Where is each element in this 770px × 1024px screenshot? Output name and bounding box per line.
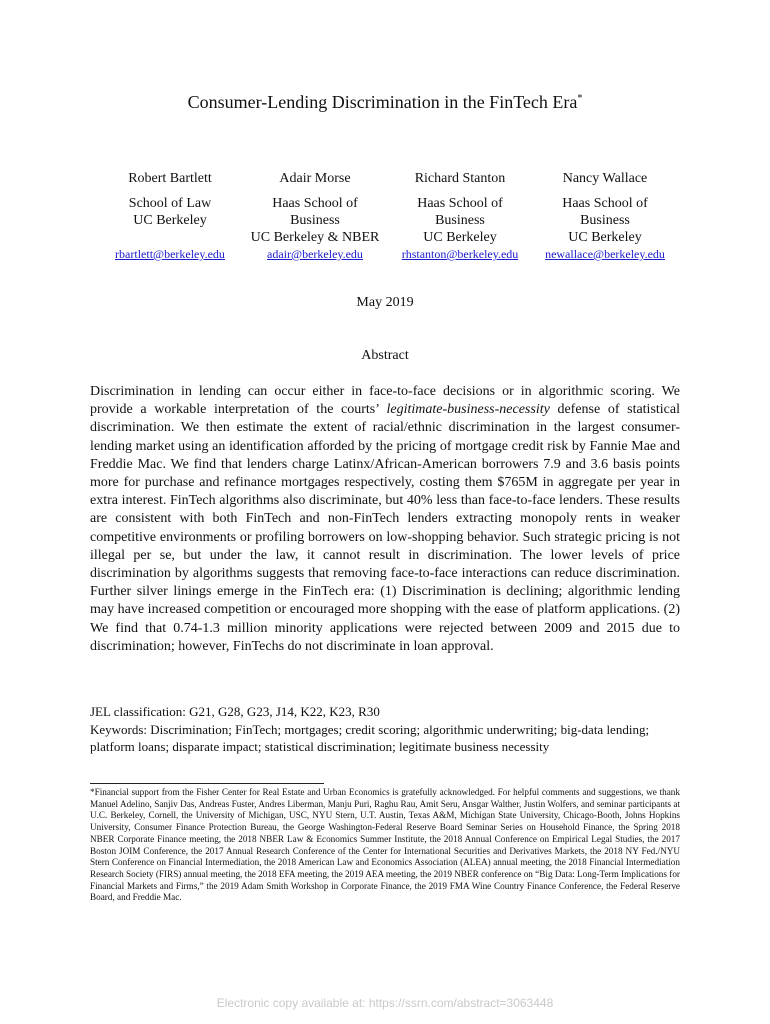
abstract-body [90, 383, 680, 656]
author-affiliation: School of Law UC Berkeley [128, 196, 212, 228]
author-affiliation: Haas School of Business UC Berkeley [417, 196, 503, 245]
author-wallace [525, 170, 685, 261]
author-bartlett [90, 170, 250, 261]
author-name: Adair Morse [279, 171, 351, 186]
abstract-heading: Abstract [361, 348, 409, 363]
author-affiliation: Haas School of Business UC Berkeley [562, 196, 648, 245]
jel-classification: JEL classification: G21, G28, G23, J14, K22, K23, R30 [90, 704, 380, 719]
author-email-link[interactable]: rhstanton@berkeley.edu [401, 247, 519, 261]
abstract-text-2: defense of statistical discrimination. We then estimate the extent of racial/ethnic discrimination in the largest consumer-lending market using an identification afforded by the pricing of mortgage credit risk by Fannie Mae and Freddie Mac. We find that lenders charge Latinx/African-American borrowers 7.9 and 3.6 basis points more for purchase and refinance mortgages respectively, costing them $765M in aggregate per year in extra interest. FinTech algorithms also discriminate, but 40% less than face-to-face lenders. These results are consistent with both FinTech and non-FinTech lenders extracting monopoly rents in weaker competitive environments or profiling borrowers on low-shopping behavior. Such strategic pricing is not illegal per se, but under the law, it cannot result in discrimination. The lower levels of price discrimination by algorithms suggests that removing face-to-face interactions can reduce discrimination. Further silver linings emerge in the FinTech era: (1) Discrimination is declining; algorithmic lending may have increased competition or encouraged more shopping with the ease of platform applications. (2) We find that 0.74-1.3 million minority applications were rejected between 2009 and 2015 due to discrimination; however, FinTechs do not discriminate in loan approval. [90, 402, 680, 654]
abstract-emphasis: legitimate-business-necessity [386, 402, 550, 418]
footnote-divider [90, 783, 324, 784]
author-name: Nancy Wallace [562, 171, 648, 186]
paper-title [0, 92, 770, 113]
title-text: Consumer-Lending Discrimination in the FinTech Era [187, 92, 578, 112]
abstract-text-1: Discrimination in lending can occur either in face-to-face decisions or in algorithmic scoring. We provide a workable interpretation of the courts’ [90, 384, 680, 418]
acknowledgment-footnote: *Financial support from the Fisher Center for Real Estate and Urban Economics is gratefully acknowledged. For helpful comments and suggestions, we thank Manuel Adelino, Sanjiv Das, Andreas Fuster, Andres Liberman, Manju Puri, Raghu Rau, Amit Seru, Ansgar Walther, Justin Wolfers, and seminar participants at U.C. Berkeley, Cornell, the University of Michigan, USC, NYU Stern, U.T. Austin, Texas A&M, Michigan State University, Chicago-Booth, Johns Hopkins University, Consumer Finance Protection Bureau, the George Washington-Federal Reserve Board Seminar Series on Household Finance, the Spring 2018 NBER Corporate Finance meeting, the 2018 NBER Law & Economics Summer Institute, the 2018 Annual Conference on Empirical Legal Studies, the 2017 Boston JOIM Conference, the 2017 Annual Research Conference of the Center for International Securities and Derivatives Markets, the 2018 NY Fed./NYU Stern Conference on Financial Intermediation, the 2018 American Law and Economics Association (ALEA) annual meeting, the 2018 Financial Intermediation Research Society (FIRS) annual meeting, the 2018 EFA meeting, the 2019 AEA meeting, the 2019 NBER conference on “Big Data: Long-Term Implications for Financial Markets and Firms,” the 2019 Adam Smith Workshop in Corporate Finance, the 2019 FMA Wine Country Finance Conference, the Federal Reserve Board, and Freddie Mac. [90, 787, 680, 903]
author-email-link[interactable]: adair@berkeley.edu [267, 247, 363, 261]
author-morse [235, 170, 395, 261]
author-stanton [380, 170, 540, 261]
ssrn-watermark: Electronic copy available at: https://ssrn.com/abstract=3063448 [216, 996, 554, 1010]
author-name: Robert Bartlett [128, 171, 212, 186]
title-footnote-mark: * [577, 93, 583, 104]
author-name: Richard Stanton [414, 171, 506, 186]
author-affiliation: Haas School of Business UC Berkeley & NBER [250, 196, 380, 245]
paper-date: May 2019 [356, 295, 414, 310]
author-email-link[interactable]: rbartlett@berkeley.edu [115, 247, 225, 261]
author-email-link[interactable]: newallace@berkeley.edu [545, 247, 665, 261]
keywords: Keywords: Discrimination; FinTech; mortgages; credit scoring; algorithmic underwriting; big-data lending; platform loans; disparate impact; statistical discrimination; legitimate business necessity [90, 722, 650, 754]
